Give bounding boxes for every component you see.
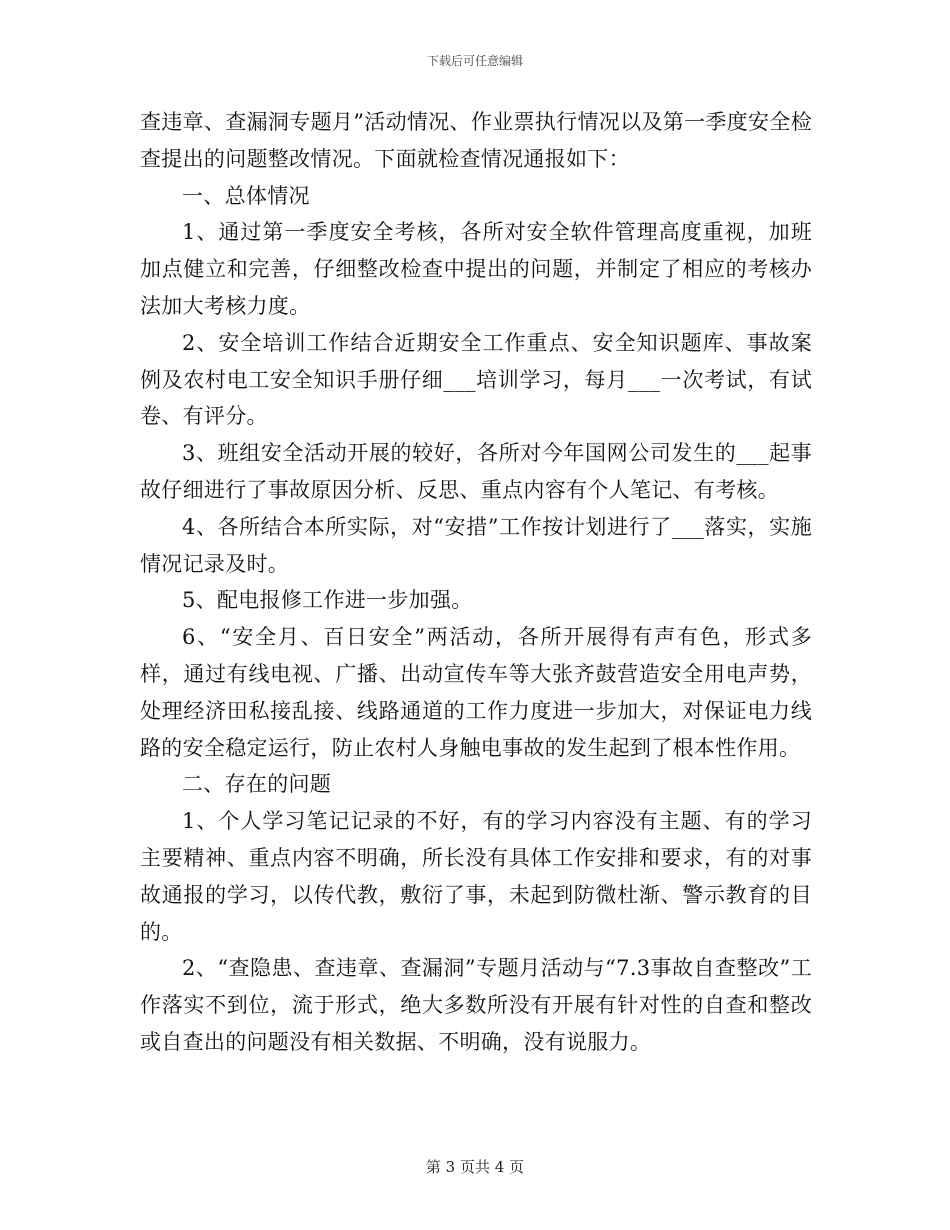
paragraph-item-6: 6、“安全月、百日安全”两活动，各所开展得有声有色，形式多样，通过有线电视、广播、出动宣传车等大张齐鼓营造安全用电声势，处理经济田私接乱接、线路通道的工作力度进一步加大，对保证电力线路的安全稳定运行，防止农村人身触电事故的发生起到了根本性作用。	[140, 625, 812, 760]
paragraph-problem-2: 2、“查隐患、查违章、查漏洞”专题月活动与“7.3事故自查整改”工作落实不到位，流于形式，绝大多数所没有开展有针对性的自查和整改或自查出的问题没有相关数据、不明确，没有说服力。	[140, 956, 812, 1054]
document-body	[140, 104, 812, 1061]
paragraph-item-5: 5、配电报修工作进一步加强。	[182, 588, 473, 613]
paragraph-problem-1: 1、个人学习笔记记录的不好，有的学习内容没有主题、有的学习主要精神、重点内容不明确，所长没有具体工作安排和要求，有的对事故通报的学习，以传代教，敷衍了事，未起到防微杜渐、警示教育的目的。	[140, 809, 812, 944]
paragraph-item-2: 2、安全培训工作结合近期安全工作重点、安全知识题库、事故案例及农村电工安全知识手册仔细___培训学习，每月___一次考试，有试卷、有评分。	[140, 330, 812, 429]
paragraph-item-3: 3、班组安全活动开展的较好，各所对今年国网公司发生的___起事故仔细进行了事故原因分析、反思、重点内容有个人笔记、有考核。	[140, 441, 812, 502]
paragraph-continuation: 查违章、查漏洞专题月”活动情况、作业票执行情况以及第一季度安全检查提出的问题整改情况。下面就检查情况通报如下：	[140, 110, 812, 171]
section-heading-problems: 二、存在的问题	[182, 772, 332, 797]
paragraph-item-4: 4、各所结合本所实际，对“安措”工作按计划进行了___落实，实施情况记录及时。	[140, 514, 812, 576]
paragraph-item-1: 1、通过第一季度安全考核，各所对安全软件管理高度重视，加班加点健立和完善，仔细整改检查中提出的问题，并制定了相应的考核办法加大考核力度。	[140, 220, 812, 318]
section-heading-overall: 一、总体情况	[182, 183, 310, 208]
page-footer: 第 3 页共 4 页	[425, 1158, 525, 1176]
page-header: 下载后可任意编辑	[426, 54, 523, 68]
